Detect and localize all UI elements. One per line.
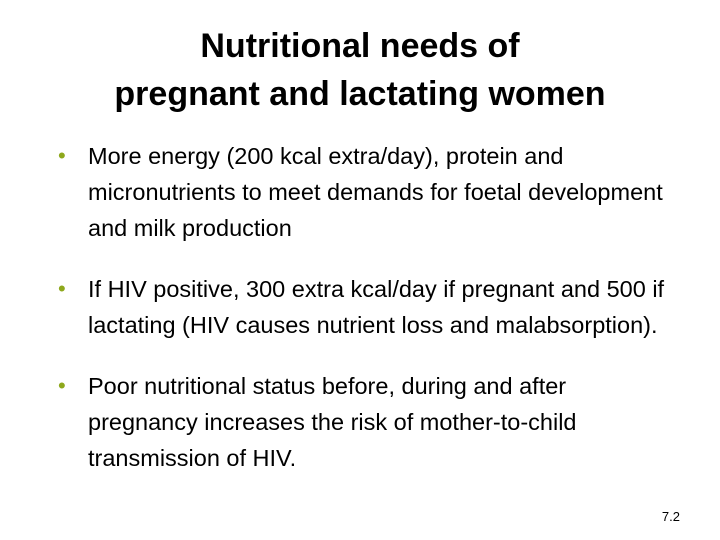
bullet-text: If HIV positive, 300 extra kcal/day if pregnant and 500 if lactating (HIV causes nutrient loss and malabsorption). [88, 276, 665, 338]
bullet-list [56, 138, 676, 476]
bullet-item [56, 138, 676, 246]
bullet-text: Poor nutritional status before, during and after pregnancy increases the risk of mother-to-child transmission of HIV. [88, 373, 577, 471]
slide-number: 7.2 [661, 509, 680, 524]
bullet-item [56, 368, 676, 476]
bullet-point-icon: • [58, 373, 66, 398]
bullet-point-icon: • [58, 276, 66, 301]
bullet-text: More energy (200 kcal extra/day), protein and micronutrients to meet demands for foetal development and milk production [88, 143, 663, 241]
slide-title-line-2: pregnant and lactating women [114, 75, 606, 113]
bullet-point-icon: • [58, 143, 66, 168]
slide-title-line-1: Nutritional needs of [200, 27, 520, 65]
slide-title [40, 22, 680, 118]
bullet-item [56, 271, 676, 343]
